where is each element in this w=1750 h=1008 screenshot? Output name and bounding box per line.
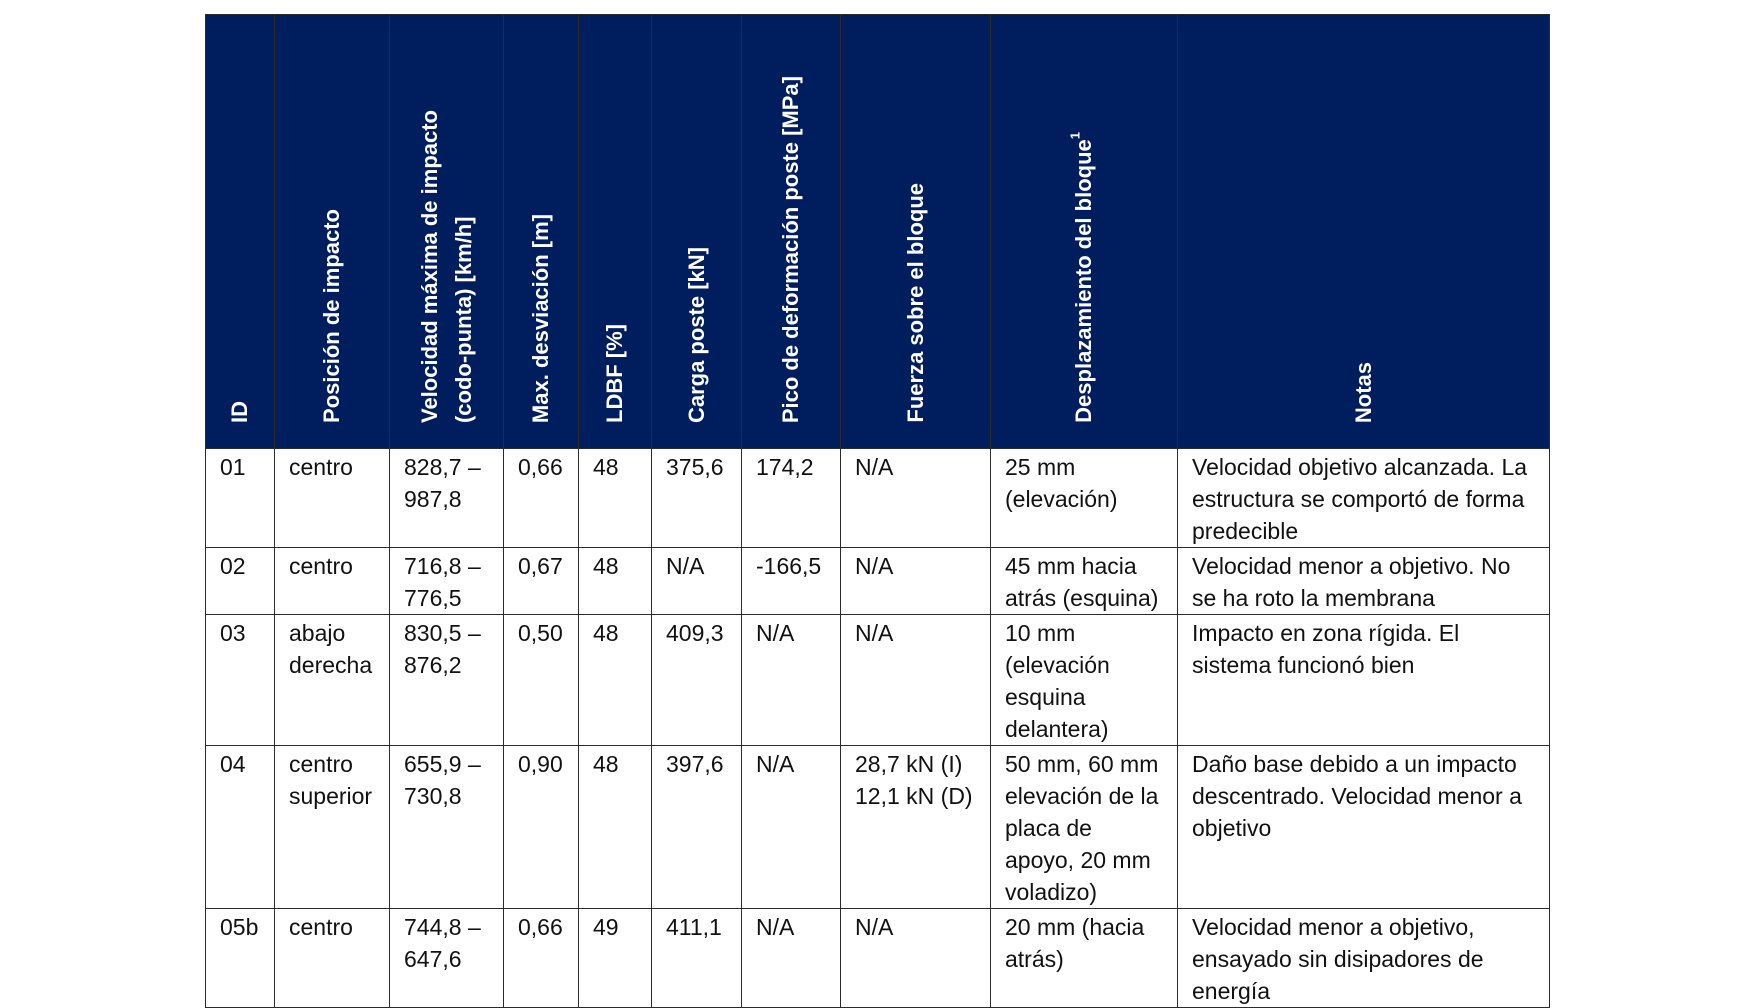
header-velocidad-label — [413, 110, 481, 423]
cell-pico: N/A — [742, 746, 841, 909]
cell-desplazamiento: 10 mm (elevación esquina delantera) — [991, 615, 1178, 746]
cell-fuerza: N/A — [841, 449, 991, 548]
cell-desviacion: 0,66 — [504, 449, 579, 548]
header-desplazamiento — [991, 15, 1178, 449]
table-header — [206, 15, 1550, 449]
cell-pico: -166,5 — [742, 548, 841, 615]
cell-desplazamiento: 45 mm hacia atrás (esquina) — [991, 548, 1178, 615]
cell-fuerza: N/A — [841, 909, 991, 1008]
header-desviacion: Max. desviación [m] — [504, 15, 579, 449]
cell-carga: 375,6 — [652, 449, 742, 548]
cell-notas: Velocidad menor a objetivo. No se ha roto la membrana — [1178, 548, 1550, 615]
cell-id: 03 — [206, 615, 275, 746]
cell-velocidad: 830,5 – 876,2 — [390, 615, 504, 746]
cell-desplazamiento: 20 mm (hacia atrás) — [991, 909, 1178, 1008]
header-id: ID — [206, 15, 275, 449]
cell-posicion: centro — [275, 909, 390, 1008]
cell-pico: N/A — [742, 909, 841, 1008]
cell-pico: 174,2 — [742, 449, 841, 548]
cell-notas: Velocidad objetivo alcanzada. La estructura se comportó de forma predecible — [1178, 449, 1550, 548]
cell-desplazamiento: 50 mm, 60 mm elevación de la placa de apoyo, 20 mm voladizo) — [991, 746, 1178, 909]
cell-posicion: centro superior — [275, 746, 390, 909]
cell-posicion: centro — [275, 548, 390, 615]
header-velocidad-line2: (codo-punta) [km/h] — [450, 216, 476, 423]
header-notas: Notas — [1178, 15, 1550, 449]
cell-velocidad: 716,8 – 776,5 — [390, 548, 504, 615]
header-velocidad — [390, 15, 504, 449]
cell-ldbf: 48 — [579, 615, 652, 746]
table-row — [206, 746, 1550, 909]
header-desplazamiento-label — [1067, 132, 1101, 423]
table-row — [206, 449, 1550, 548]
cell-velocidad: 828,7 – 987,8 — [390, 449, 504, 548]
cell-velocidad: 655,9 – 730,8 — [390, 746, 504, 909]
header-carga: Carga poste [kN] — [652, 15, 742, 449]
cell-ldbf: 48 — [579, 548, 652, 615]
cell-fuerza: N/A — [841, 548, 991, 615]
cell-fuerza: N/A — [841, 615, 991, 746]
cell-ldbf: 48 — [579, 746, 652, 909]
cell-notas: Velocidad menor a objetivo, ensayado sin disipadores de energía — [1178, 909, 1550, 1008]
cell-notas: Impacto en zona rígida. El sistema funcionó bien — [1178, 615, 1550, 746]
cell-ldbf: 49 — [579, 909, 652, 1008]
header-fuerza: Fuerza sobre el bloque — [841, 15, 991, 449]
cell-desviacion: 0,67 — [504, 548, 579, 615]
table-row — [206, 615, 1550, 746]
cell-carga: N/A — [652, 548, 742, 615]
header-row — [206, 15, 1550, 449]
table-body — [206, 449, 1550, 1008]
table-row — [206, 548, 1550, 615]
cell-carga: 411,1 — [652, 909, 742, 1008]
footnote-marker: 1 — [1067, 132, 1083, 140]
cell-id: 01 — [206, 449, 275, 548]
header-pico: Pico de deformación poste [MPa] — [742, 15, 841, 449]
cell-carga: 409,3 — [652, 615, 742, 746]
cell-ldbf: 48 — [579, 449, 652, 548]
cell-pico: N/A — [742, 615, 841, 746]
impact-test-results-table — [205, 14, 1550, 1008]
cell-desplazamiento: 25 mm (elevación) — [991, 449, 1178, 548]
cell-id: 02 — [206, 548, 275, 615]
cell-posicion: centro — [275, 449, 390, 548]
header-posicion: Posición de impacto — [275, 15, 390, 449]
cell-fuerza: 28,7 kN (I) 12,1 kN (D) — [841, 746, 991, 909]
cell-desviacion: 0,66 — [504, 909, 579, 1008]
header-velocidad-line1: Velocidad máxima de impacto — [416, 109, 442, 423]
cell-id: 04 — [206, 746, 275, 909]
header-ldbf: LDBF [%] — [579, 15, 652, 449]
cell-carga: 397,6 — [652, 746, 742, 909]
table-row — [206, 909, 1550, 1008]
cell-notas: Daño base debido a un impacto descentrado. Velocidad menor a objetivo — [1178, 746, 1550, 909]
cell-posicion: abajo derecha — [275, 615, 390, 746]
cell-desviacion: 0,50 — [504, 615, 579, 746]
cell-id: 05b — [206, 909, 275, 1008]
cell-desviacion: 0,90 — [504, 746, 579, 909]
cell-velocidad: 744,8 – 647,6 — [390, 909, 504, 1008]
header-desplazamiento-text: Desplazamiento del bloque — [1071, 139, 1096, 423]
